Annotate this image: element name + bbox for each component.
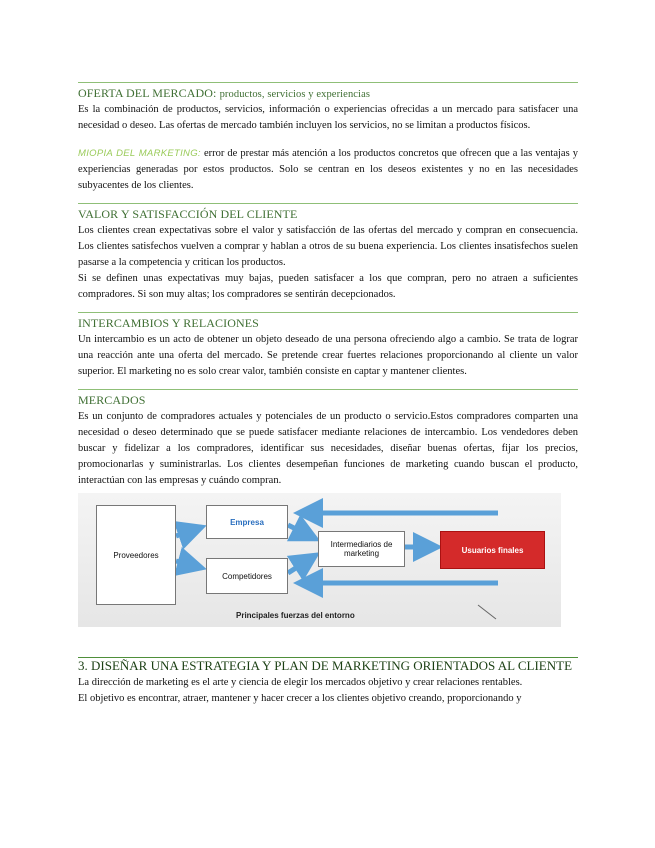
oferta-body: Es la combinación de productos, servicios, información o experiencias ofrecidas a un mercado para satisfacer una necesidad o deseo. Las ofertas de mercado también incluyen los servicios, no se limitan a productos físicos. xyxy=(78,104,578,131)
section-rule xyxy=(78,82,578,83)
section3-p1: La dirección de marketing es el arte y ciencia de elegir los mercados objetivo y crear relaciones rentables. xyxy=(78,677,523,688)
section-title-valor: VALOR Y SATISFACCIÓN DEL CLIENTE xyxy=(78,207,298,221)
section-title-mercados: MERCADOS xyxy=(78,393,146,407)
miopia-paragraph xyxy=(78,146,578,194)
arrow-prov-competidores xyxy=(176,561,202,568)
oferta-title: OFERTA DEL MERCADO: xyxy=(78,86,217,100)
usuarios-finales-box: Usuarios finales xyxy=(440,531,545,569)
empresa-box: Empresa xyxy=(206,505,288,539)
marketing-system-diagram xyxy=(78,493,561,627)
valor-p2: Si se definen unas expectativas muy bajas, pueden satisfacer a los que compran, pero no atraen a suficientes compradores. Si son muy altas; los compradores se sentirán decepcionados. xyxy=(78,273,578,300)
valor-p1: Los clientes crean expectativas sobre el valor y satisfacción de las ofertas del mercado y compran en consecuencia. Los clientes satisfechos vuelven a comprar y hablan a otros de su buena experiencia. Los clientes insatisfechos suelen pasarse a la competencia y critican los productos. xyxy=(78,225,578,268)
section3-title: 3. DISEÑAR UNA ESTRATEGIA Y PLAN DE MARKETING ORIENTADOS AL CLIENTE xyxy=(78,658,573,673)
section-rule xyxy=(78,203,578,204)
miopia-body: error de prestar más atención a los productos concretos que ofrecen que a las ventajas y experiencias generadas por estos productos. Solo se centran en los deseos existentes y no en las necesidades subyacentes de los clientes. xyxy=(78,148,579,191)
intercambios-body: Un intercambio es un acto de obtener un objeto deseado de una persona ofreciendo algo a cambio. Se trata de lograr una reacción ante una oferta del mercado. Se pretende crear fuertes relaciones proporcionando al cliente un valor superior. El marketing no es solo crear valor, también consiste en captar y mantener clientes. xyxy=(78,334,578,377)
oferta-subtitle: productos, servicios y experiencias xyxy=(219,89,371,100)
intermediarios-box: Intermediarios de marketing xyxy=(318,531,405,567)
section3-p2: El objetivo es encontrar, atraer, mantener y hacer crecer a los clientes objetivo creando, proporcionando y xyxy=(78,693,522,704)
section-title-intercambios: INTERCAMBIOS Y RELACIONES xyxy=(78,316,259,330)
proveedores-box: Proveedores xyxy=(96,505,176,605)
pointer-line xyxy=(478,605,496,619)
arrow-prov-empresa xyxy=(176,527,202,536)
diagram-caption: Principales fuerzas del entorno xyxy=(236,611,355,620)
miopia-label: MIOPIA DEL MARKETING: xyxy=(78,148,201,159)
mercados-body: Es un conjunto de compradores actuales y potenciales de un producto o servicio.Estos compradores comparten una necesidad o deseo determinado que se puede satisfacer mediante relaciones de intercambio. Los vendedores deben buscar y fidelizar a los compradores, identificar sus necesidades, diseñar buenas ofertas, fijar los precios, promocionarlas y suministrarlas. Los clientes desempeñan funciones de marketing cuando buscan el producto, interactúan con las empresas y cuándo compran. xyxy=(78,411,578,486)
section-rule xyxy=(78,389,578,390)
competidores-box: Competidores xyxy=(206,558,288,594)
document-page xyxy=(78,82,578,707)
arrow-competidores-intermediarios xyxy=(288,555,316,573)
arrow-empresa-intermediarios xyxy=(288,525,316,539)
section-rule xyxy=(78,312,578,313)
section-title-oferta xyxy=(78,86,578,101)
